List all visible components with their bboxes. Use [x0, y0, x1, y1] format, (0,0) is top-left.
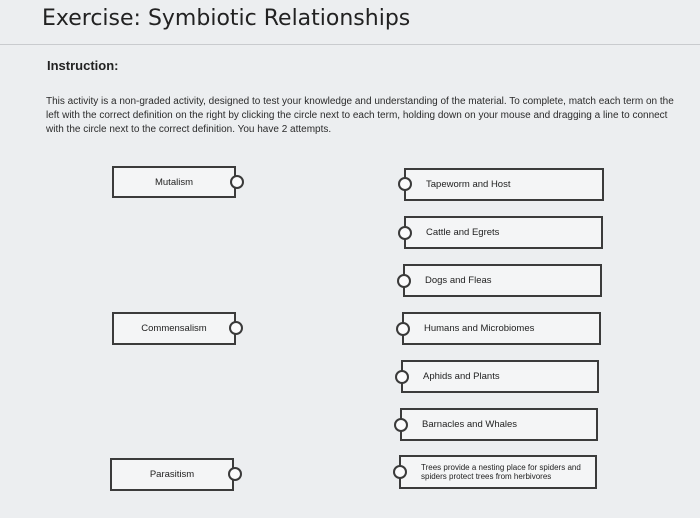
definition-connector-trees-and-spiders[interactable]: [393, 465, 407, 479]
term-connector-mutualism[interactable]: [230, 175, 244, 189]
term-label: Parasitism: [149, 469, 195, 480]
definition-box-trees-and-spiders: [399, 455, 597, 489]
definition-label: Barnacles and Whales: [422, 419, 518, 430]
definition-box-dogs-and-fleas: [403, 264, 602, 297]
definition-connector-barnacles-and-whales[interactable]: [394, 418, 408, 432]
definition-label: Trees provide a nesting place for spiders and spiders protect trees from herbivores: [421, 463, 581, 481]
definition-box-aphids-and-plants: [401, 360, 599, 393]
term-box-mutualism: [112, 166, 236, 198]
definition-connector-dogs-and-fleas[interactable]: [397, 274, 411, 288]
definition-label: Aphids and Plants: [423, 371, 500, 382]
instruction-text: This activity is a non-graded activity, designed to test your knowledge and understanding of the material. To complete, match each term on the left with the correct definition on the right by clicking the circle next to each term, holding down on your mouse and dragging a line to connect with the circle next to the correct definition. You have 2 attempts.: [46, 96, 674, 135]
title-divider: [0, 44, 700, 45]
definition-connector-humans-and-microbiomes[interactable]: [396, 322, 410, 336]
definition-connector-tapeworm-and-host[interactable]: [398, 177, 412, 191]
term-box-parasitism: [110, 458, 234, 491]
definition-label: Tapeworm and Host: [426, 179, 511, 190]
definition-label: Cattle and Egrets: [426, 227, 500, 238]
definition-box-barnacles-and-whales: [400, 408, 598, 441]
definition-label: Humans and Microbiomes: [424, 323, 535, 334]
term-label: Commensalism: [141, 323, 207, 334]
definition-box-cattle-and-egrets: [404, 216, 603, 249]
definition-box-tapeworm-and-host: [404, 168, 604, 201]
page-title: Exercise: Symbiotic Relationships: [42, 6, 411, 31]
term-box-commensalism: [112, 312, 236, 345]
term-label: Mutalism: [154, 176, 193, 188]
definition-connector-aphids-and-plants[interactable]: [395, 370, 409, 384]
term-connector-parasitism[interactable]: [228, 467, 242, 481]
term-connector-commensalism[interactable]: [229, 321, 243, 335]
definition-connector-cattle-and-egrets[interactable]: [398, 226, 412, 240]
definition-box-humans-and-microbiomes: [402, 312, 601, 345]
instruction-heading: Instruction:: [47, 58, 119, 73]
definition-label: Dogs and Fleas: [425, 275, 492, 286]
